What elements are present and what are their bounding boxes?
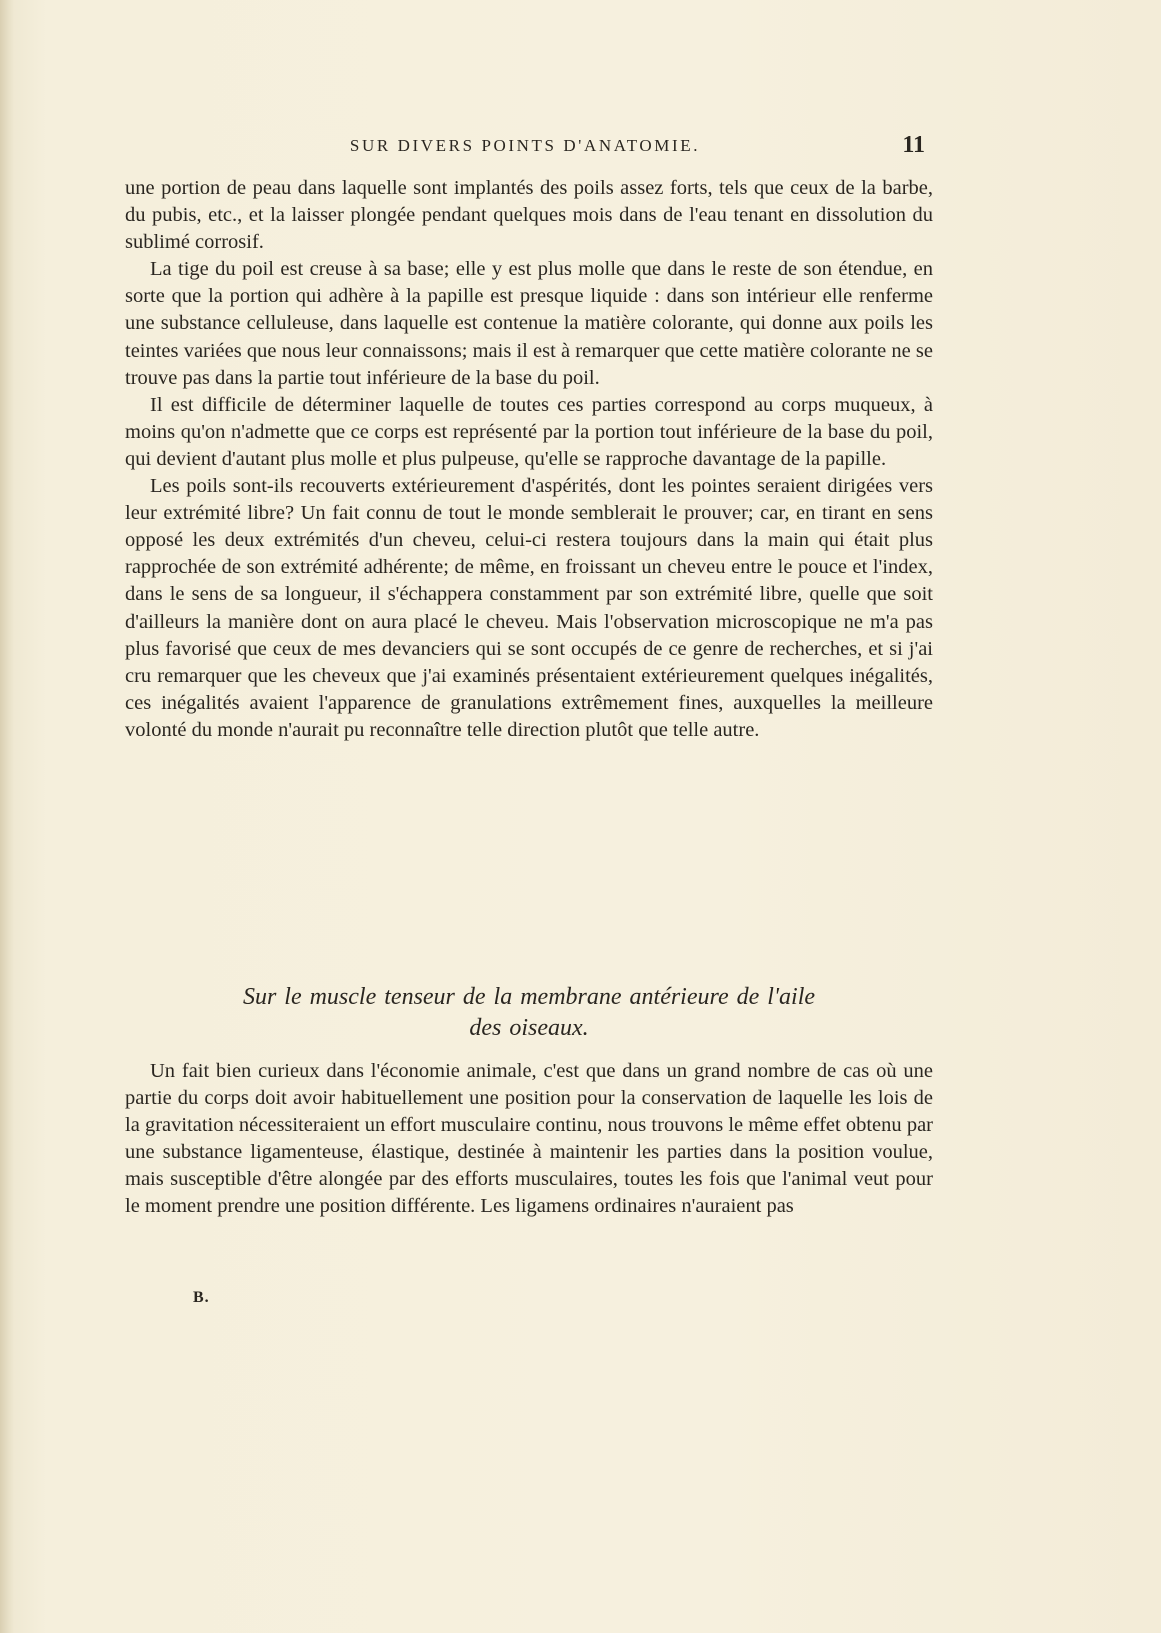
page-number: 11 xyxy=(902,132,925,158)
paragraph: une portion de peau dans laquelle sont implantés des poils assez forts, tels que ceux de la barbe, du pubis, etc., et la laisser plongée pendant quelques mois dans de l'eau tenant en dissolution du sublimé corrosif. xyxy=(125,177,933,254)
section-body-text xyxy=(125,1058,933,1221)
paragraph: Un fait bien curieux dans l'économie animale, c'est que dans un grand nombre de cas où une partie du corps doit avoir habituellement une position pour la conservation de laquelle les lois de la gravitation nécessiteraient un effort musculaire continu, nous trouvons le même effet obtenu par une substance ligamenteuse, élastique, destinée à maintenir les parties dans la position voulue, mais susceptible d'être alongée par des efforts musculaires, toutes les fois que l'animal veut pour le moment prendre une position différente. Les ligamens ordinaires n'auraient pas xyxy=(125,1060,933,1218)
signature-mark: B. xyxy=(193,1289,210,1306)
section-title xyxy=(125,982,933,1044)
paragraph: Les poils sont-ils recouverts extérieurement d'aspérités, dont les pointes seraient dirigées vers leur extrémité libre? Un fait connu de tout le monde semblerait le prouver; car, en tirant en sens opposé les deux extrémités d'un cheveu, celui-ci restera toujours dans la main qui était plus rapprochée de son extrémité adhérente; de même, en froissant un cheveu entre le pouce et l'index, dans le sens de sa longueur, il s'échappera constamment par son extrémité libre, quelle que soit d'ailleurs la manière dont on aura placé le cheveu. Mais l'observation microscopique ne m'a pas plus favorisé que ceux de mes devanciers qui se sont occupés de ce genre de recherches, et si j'ai cru remarquer que les cheveux que j'ai examinés présentaient extérieurement quelques inégalités, ces inégalités avaient l'apparence de granulations extrêmement fines, auxquelles la meilleure volonté du monde n'aurait pu reconnaître telle direction plutôt que telle autre. xyxy=(125,475,933,741)
section-title-line: des oiseaux. xyxy=(469,1015,589,1041)
body-text xyxy=(125,175,933,744)
section-title-line: Sur le muscle tenseur de la membrane antérieure de l'aile xyxy=(242,984,816,1010)
binding-edge xyxy=(0,0,14,1633)
paragraph: Il est difficile de déterminer laquelle de toutes ces parties correspond au corps muqueux, à moins qu'on n'admette que ce corps est représenté par la portion tout inférieure de la base du poil, qui devient d'autant plus molle et plus pulpeuse, qu'elle se rapproche davantage de la papille. xyxy=(125,393,933,470)
running-head: SUR DIVERS POINTS D'ANATOMIE. xyxy=(349,136,701,155)
page-header xyxy=(125,134,925,158)
paragraph: La tige du poil est creuse à sa base; elle y est plus molle que dans le reste de son étendue, en sorte que la portion qui adhère à la papille est presque liquide : dans son intérieur elle renferme une substance celluleuse, dans laquelle est contenue la matière colorante, qui donne aux poils les teintes variées que nous leur connaissons; mais il est à remarquer que cette matière colorante ne se trouve pas dans la partie tout inférieure de la base du poil. xyxy=(125,258,933,389)
